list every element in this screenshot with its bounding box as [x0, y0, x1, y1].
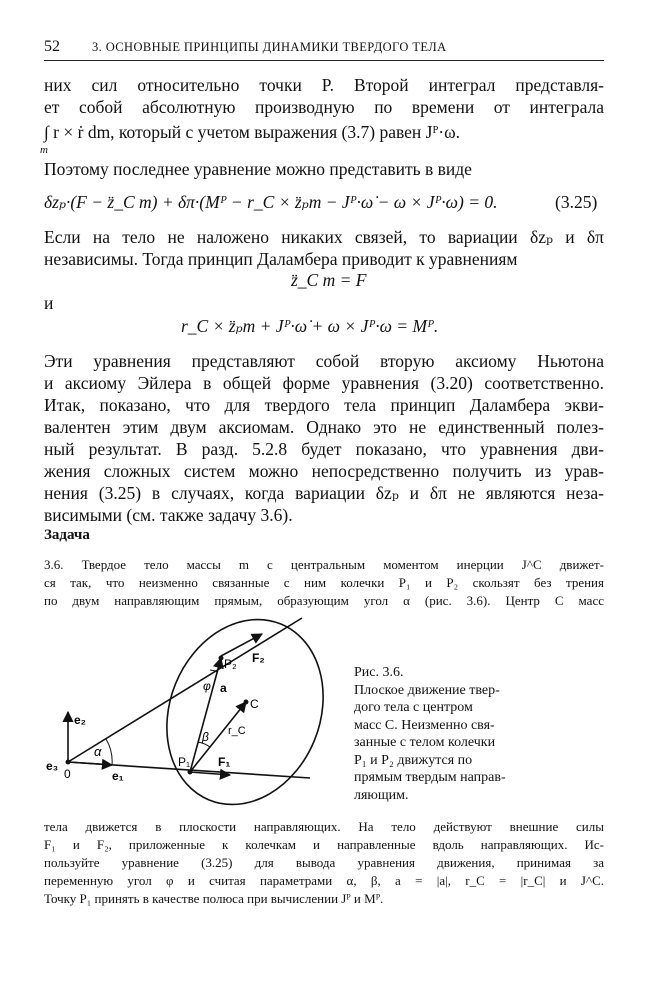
origin-point	[66, 760, 71, 765]
problem-line: по двум направляющим прямым, образующим угол α (рис. 3.6). Центр C масс	[44, 593, 604, 608]
equation-3-25: δzₚ·(F − z̈_C m) + δπ·(Mᴾ − r_C × z̈ₚm − Jᴾ·ω̇ − ω × Jᴾ·ω) = 0.	[44, 192, 498, 212]
conjunction: и	[44, 293, 54, 313]
alpha-arc	[106, 739, 112, 765]
running-header	[44, 38, 604, 61]
text-line: и аксиому Эйлера в общей форме уравнения (3.20) соответственно.	[44, 373, 604, 393]
P2-point	[219, 656, 224, 661]
label-rC: r_C	[228, 725, 246, 737]
text-line: Если на тело не наложено никаких связей, то вариации δzₚ и δπ	[44, 227, 604, 247]
label-phi: φ	[203, 679, 211, 693]
text-line: жения сложных систем можно непосредственно получить из урав-	[44, 461, 604, 481]
caption-line: занные с телом колечки	[354, 735, 496, 750]
caption-line: дого тела с центром	[354, 700, 473, 715]
e1-arrow	[68, 762, 112, 765]
caption-line: Плоское движение твер-	[354, 682, 500, 698]
problem-line: Точку P₁ принять в качестве полюса при вычислении Jᴾ и Mᴾ.	[44, 891, 384, 906]
running-title: 3. ОСНОВНЫЕ ПРИНЦИПЫ ДИНАМИКИ ТВЕРДОГО ТЕЛА	[92, 40, 447, 54]
caption-line: Рис. 3.6.	[354, 665, 404, 680]
page-number: 52	[44, 38, 60, 55]
text-line: висимыми (см. также задачу 3.6).	[44, 505, 293, 525]
P1-point	[188, 770, 193, 775]
problem-line: тела движется в плоскости направляющих. На тело действуют внешние силы	[44, 819, 604, 834]
caption-line: прямым твердым направ-	[354, 770, 506, 785]
rigid-body-ellipse	[140, 612, 350, 812]
problem-line: 3.6. Твердое тело массы m с центральным моментом инерции J^C движет-	[44, 557, 604, 572]
problem-line: F₁ и F₂, приложенные к колечкам и направленные вдоль направляющих. Ис-	[44, 837, 604, 852]
label-e3: e₃	[46, 759, 59, 773]
problem-line: пользуйте уравнение (3.25) для вывода уравнения движения, принимая за	[44, 855, 604, 870]
equation-euler: r_C × z̈ₚm + Jᴾ·ω̇ + ω × Jᴾ·ω = Mᴾ.	[181, 316, 439, 336]
equation-newton: z̈_C m = F	[291, 270, 367, 290]
a-vector	[190, 658, 221, 772]
label-P1: P₁	[178, 755, 191, 769]
label-origin: 0	[64, 767, 71, 781]
text-line: Итак, показано, что для твердого тела принцип Даламбера экви-	[44, 395, 604, 415]
integral-subscript: m	[40, 144, 48, 156]
C-point	[244, 700, 249, 705]
text-line: Поэтому последнее уравнение можно представить в виде	[44, 159, 472, 179]
guide-line-upper	[68, 618, 302, 762]
caption-line: P₁ и P₂ движутся по	[354, 752, 473, 768]
caption-line: ляющим.	[354, 787, 409, 803]
problem-line: переменную угол φ и считая параметрами α, β, a = |a|, r_C = |r_C| и J^C.	[44, 873, 604, 888]
text-line-integral: ∫ r × ṙ dm, который с учетом выражения (3.7) равен Jᴾ·ω.	[44, 122, 460, 142]
label-beta: β	[202, 730, 209, 744]
label-F1: F₁	[218, 755, 231, 769]
text-line: валентен этим двум аксиомам. Однако это не единственный полез-	[44, 417, 604, 437]
text-line: них сил относительно точки P. Второй интеграл представля-	[44, 75, 604, 95]
label-e2: e₂	[74, 713, 87, 727]
figure-caption	[354, 664, 606, 804]
text-line: нения (3.25) в случаях, когда вариации δzₚ и δπ не являются неза-	[44, 483, 604, 503]
section-heading: Задача	[44, 527, 90, 543]
text-line: Эти уравнения представляют собой вторую аксиому Ньютона	[44, 351, 604, 371]
equation-number: (3.25)	[555, 192, 598, 212]
label-F2: F₂	[252, 651, 265, 665]
label-alpha: α	[94, 744, 102, 759]
label-a: a	[220, 681, 227, 695]
text-line: ет собой абсолютную производную по времени от интеграла	[44, 97, 604, 117]
label-e1: e₁	[112, 769, 124, 783]
text-line: независимы. Тогда принцип Даламбера приводит к уравнениям	[44, 249, 518, 269]
caption-line: масс C. Неизменно свя-	[354, 717, 495, 733]
problem-line: ся так, что неизменно связанные с ним колечки P₁ и P₂ скользят без трения	[44, 575, 604, 590]
text-line: ный результат. В разд. 5.2.8 будет показано, что уравнения дви-	[44, 439, 604, 459]
label-C: C	[250, 697, 259, 711]
label-P2: P₂	[224, 657, 237, 671]
figure-3-6	[40, 612, 350, 812]
